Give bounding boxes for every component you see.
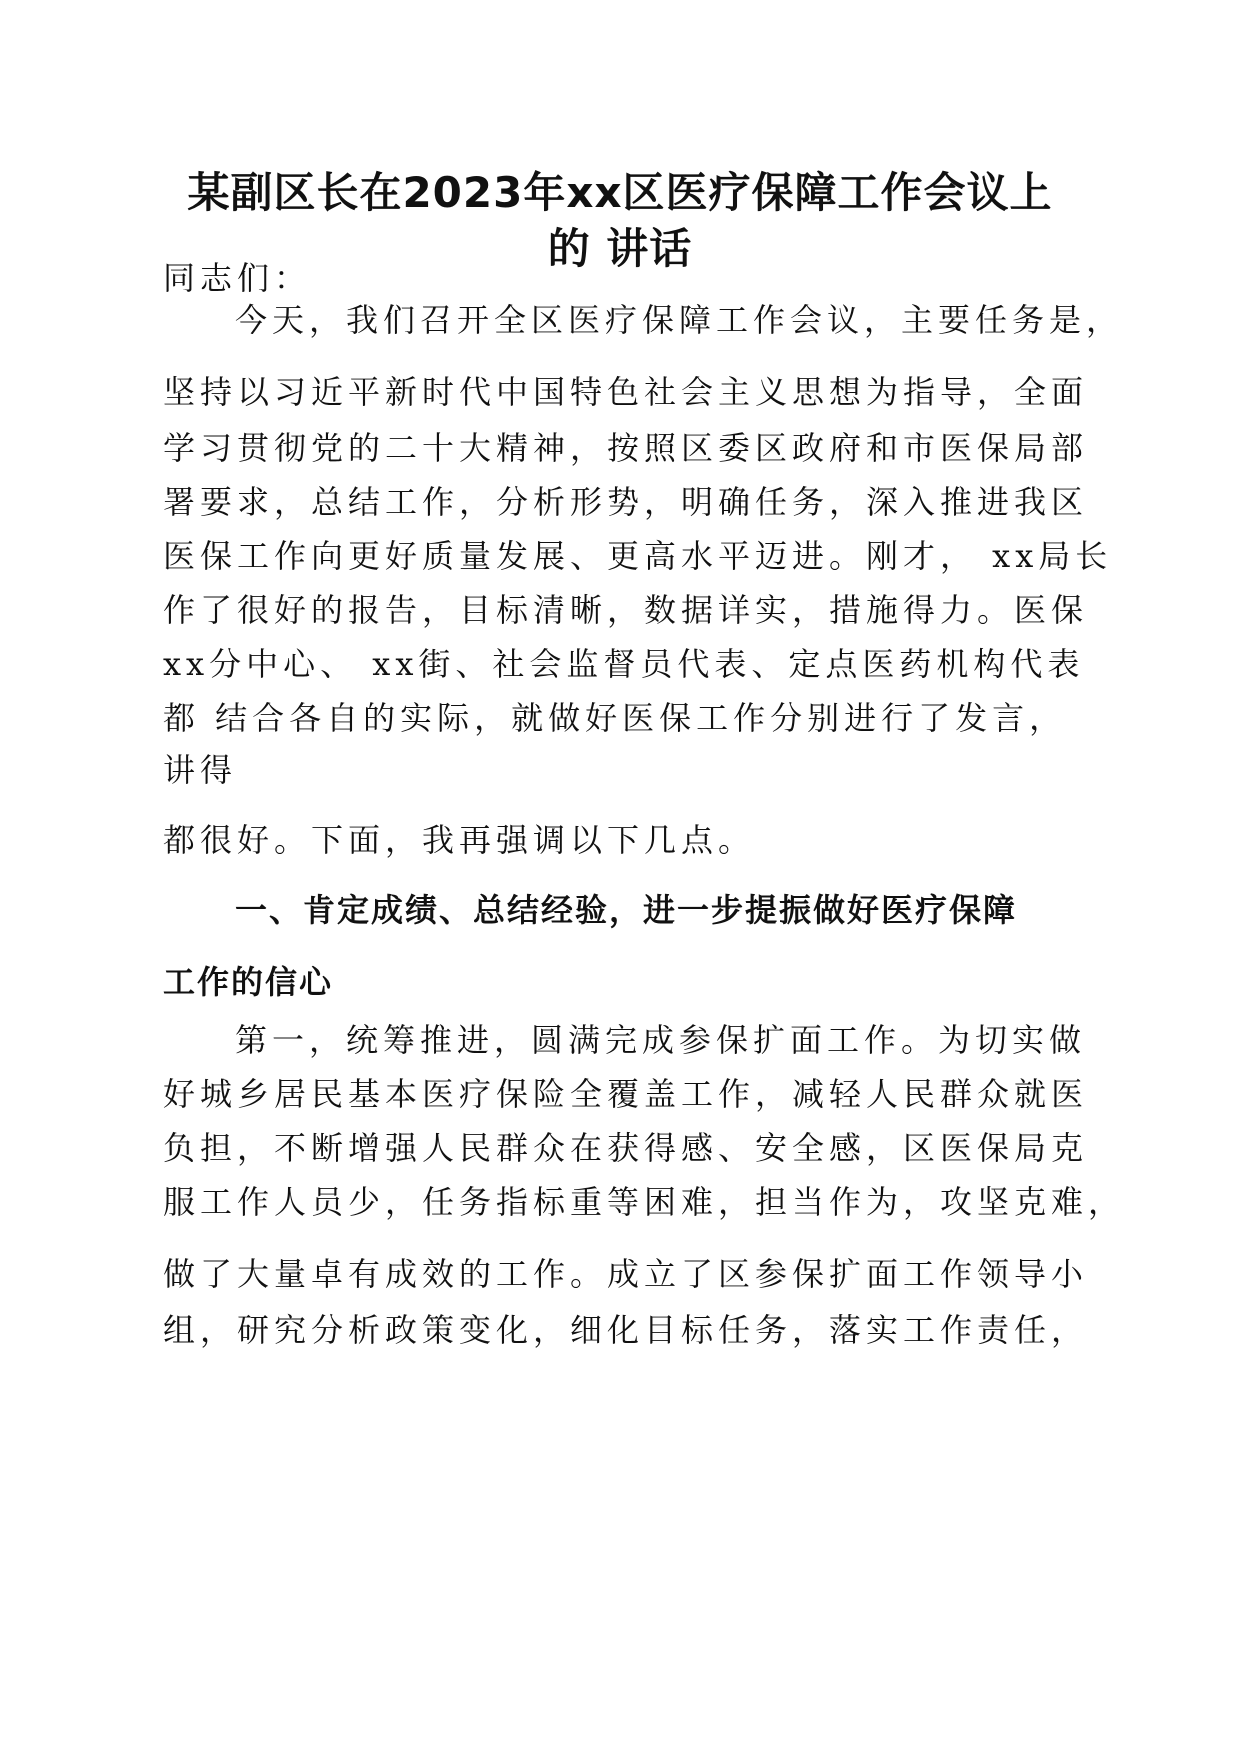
salutation: 同志们： (163, 259, 312, 297)
paragraph-line: 好城乡居民基本医疗保险全覆盖工作，减轻人民群众就医 (163, 1075, 1089, 1113)
paragraph-line: 医保工作向更好质量发展、更高水平迈进。刚才， xx局长 (163, 537, 1113, 575)
paragraph-line: xx分中心、 xx街、社会监督员代表、定点医药机构代表 (163, 645, 1085, 683)
paragraph-line: 学习贯彻党的二十大精神，按照区委区政府和市医保局部 (163, 429, 1089, 467)
section-heading-line-2: 工作的信心 (163, 963, 334, 1001)
paragraph-line: 署要求，总结工作，分析形势，明确任务，深入推进我区 (163, 483, 1089, 521)
title-line-2: 的 讲话 (547, 224, 693, 273)
paragraph-line: 都很好。下面，我再强调以下几点。 (163, 821, 756, 859)
paragraph-line: 都 结合各自的实际，就做好医保工作分别进行了发言， (163, 699, 1067, 737)
paragraph-line: 第一，统筹推进，圆满完成参保扩面工作。为切实做 (235, 1021, 1087, 1059)
paragraph-line: 讲得 (163, 751, 238, 789)
paragraph-line: 今天，我们召开全区医疗保障工作会议，主要任务是， (235, 301, 1124, 339)
title-line-1: 某副区长在2023年xx区医疗保障工作会议上 (187, 168, 1053, 217)
paragraph-line: 组，研究分析政策变化，细化目标任务，落实工作责任， (163, 1311, 1089, 1349)
paragraph-line: 服工作人员少，任务指标重等困难，担当作为，攻坚克难， (163, 1183, 1126, 1221)
paragraph-line: 做了大量卓有成效的工作。成立了区参保扩面工作领导小 (163, 1255, 1089, 1293)
paragraph-line: 作了很好的报告，目标清晰，数据详实，措施得力。医保 (163, 591, 1089, 629)
section-heading-line-1: 一、肯定成绩、总结经验，进一步提振做好医疗保障 (235, 891, 1018, 929)
paragraph-line: 坚持以习近平新时代中国特色社会主义思想为指导，全面 (163, 373, 1089, 411)
paragraph-line: 负担，不断增强人民群众在获得感、安全感，区医保局克 (163, 1129, 1089, 1167)
